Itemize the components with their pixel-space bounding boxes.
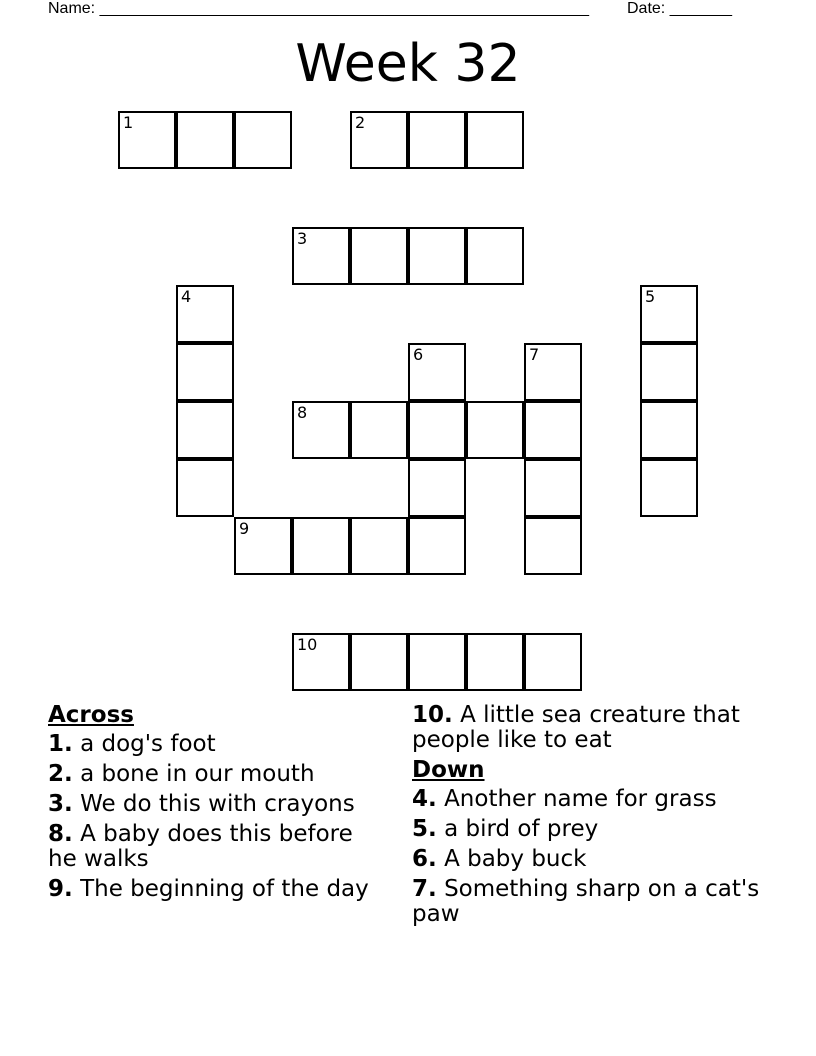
clue-text: The beginning of the day (80, 876, 369, 902)
cell-number: 5 (645, 287, 656, 306)
grid-cell[interactable] (466, 111, 524, 169)
name-field: Name: _______________________________________________________ (48, 0, 589, 17)
clue-text: a dog's foot (80, 731, 216, 757)
clue-text: A baby buck (444, 846, 587, 872)
grid-cell[interactable] (292, 517, 350, 575)
down-clue (412, 877, 762, 927)
grid-cell[interactable] (408, 401, 466, 459)
grid-cell[interactable] (350, 401, 408, 459)
grid-cell[interactable] (408, 111, 466, 169)
date-field: Date: _______ (627, 0, 732, 17)
grid-cell[interactable] (524, 343, 582, 401)
grid-cell[interactable] (408, 633, 466, 691)
grid-cell[interactable] (350, 111, 408, 169)
grid-cell[interactable] (408, 343, 466, 401)
across-clue (48, 762, 388, 787)
down-clue (412, 817, 762, 842)
across-clue (48, 792, 388, 817)
page-title: Week 32 (295, 34, 521, 94)
cell-number: 4 (181, 287, 192, 306)
grid-cell[interactable] (466, 633, 524, 691)
grid-cell[interactable] (234, 111, 292, 169)
cell-number: 6 (413, 345, 424, 364)
grid-cell[interactable] (640, 401, 698, 459)
clue-number: 1. (48, 731, 73, 757)
grid-cell[interactable] (118, 111, 176, 169)
grid-cell[interactable] (350, 227, 408, 285)
cell-number: 3 (297, 229, 308, 248)
grid-cell[interactable] (408, 227, 466, 285)
clue-text: Something sharp on a cat's paw (412, 876, 760, 927)
clue-number: 10. (412, 702, 453, 728)
clue-text: A little sea creature that people like to eat (412, 702, 740, 753)
cell-number: 2 (355, 113, 366, 132)
clue-number: 5. (412, 816, 437, 842)
grid-cell[interactable] (176, 459, 234, 517)
grid-cell[interactable] (176, 285, 234, 343)
grid-cell[interactable] (408, 459, 466, 517)
clues-right-column (412, 703, 762, 932)
grid-cell[interactable] (640, 459, 698, 517)
grid-cell[interactable] (524, 401, 582, 459)
grid-cell[interactable] (524, 633, 582, 691)
grid-cell[interactable] (176, 111, 234, 169)
across-clue (48, 877, 388, 902)
grid-cell[interactable] (292, 401, 350, 459)
clue-text: Another name for grass (444, 786, 717, 812)
grid-cell[interactable] (466, 227, 524, 285)
clue-number: 3. (48, 791, 73, 817)
down-heading: Down (412, 757, 485, 783)
grid-cell[interactable] (466, 401, 524, 459)
cell-number: 9 (239, 519, 250, 538)
across-clue (48, 732, 388, 757)
grid-cell[interactable] (350, 633, 408, 691)
grid-cell[interactable] (292, 227, 350, 285)
clue-number: 4. (412, 786, 437, 812)
clue-number: 9. (48, 876, 73, 902)
grid-cell[interactable] (640, 285, 698, 343)
grid-cell[interactable] (524, 459, 582, 517)
grid-cell[interactable] (640, 343, 698, 401)
cell-number: 7 (529, 345, 540, 364)
grid-cell[interactable] (176, 343, 234, 401)
down-clue (412, 787, 762, 812)
grid-cell[interactable] (524, 517, 582, 575)
cell-number: 1 (123, 113, 134, 132)
across-heading: Across (48, 702, 134, 728)
clue-number: 2. (48, 761, 73, 787)
cell-number: 8 (297, 403, 308, 422)
clue-text: a bone in our mouth (80, 761, 315, 787)
across-clue (48, 822, 388, 872)
clue-number: 6. (412, 846, 437, 872)
clue-number: 7. (412, 876, 437, 902)
cell-number: 10 (297, 635, 318, 654)
down-clue (412, 847, 762, 872)
grid-cell[interactable] (234, 517, 292, 575)
clue-number: 8. (48, 821, 73, 847)
grid-cell[interactable] (176, 401, 234, 459)
clue-text: A baby does this before he walks (48, 821, 353, 872)
grid-cell[interactable] (350, 517, 408, 575)
across-clue (412, 703, 762, 753)
clues-left-column (48, 703, 388, 907)
grid-cell[interactable] (292, 633, 350, 691)
clue-text: We do this with crayons (80, 791, 355, 817)
grid-cell[interactable] (408, 517, 466, 575)
clue-text: a bird of prey (444, 816, 599, 842)
